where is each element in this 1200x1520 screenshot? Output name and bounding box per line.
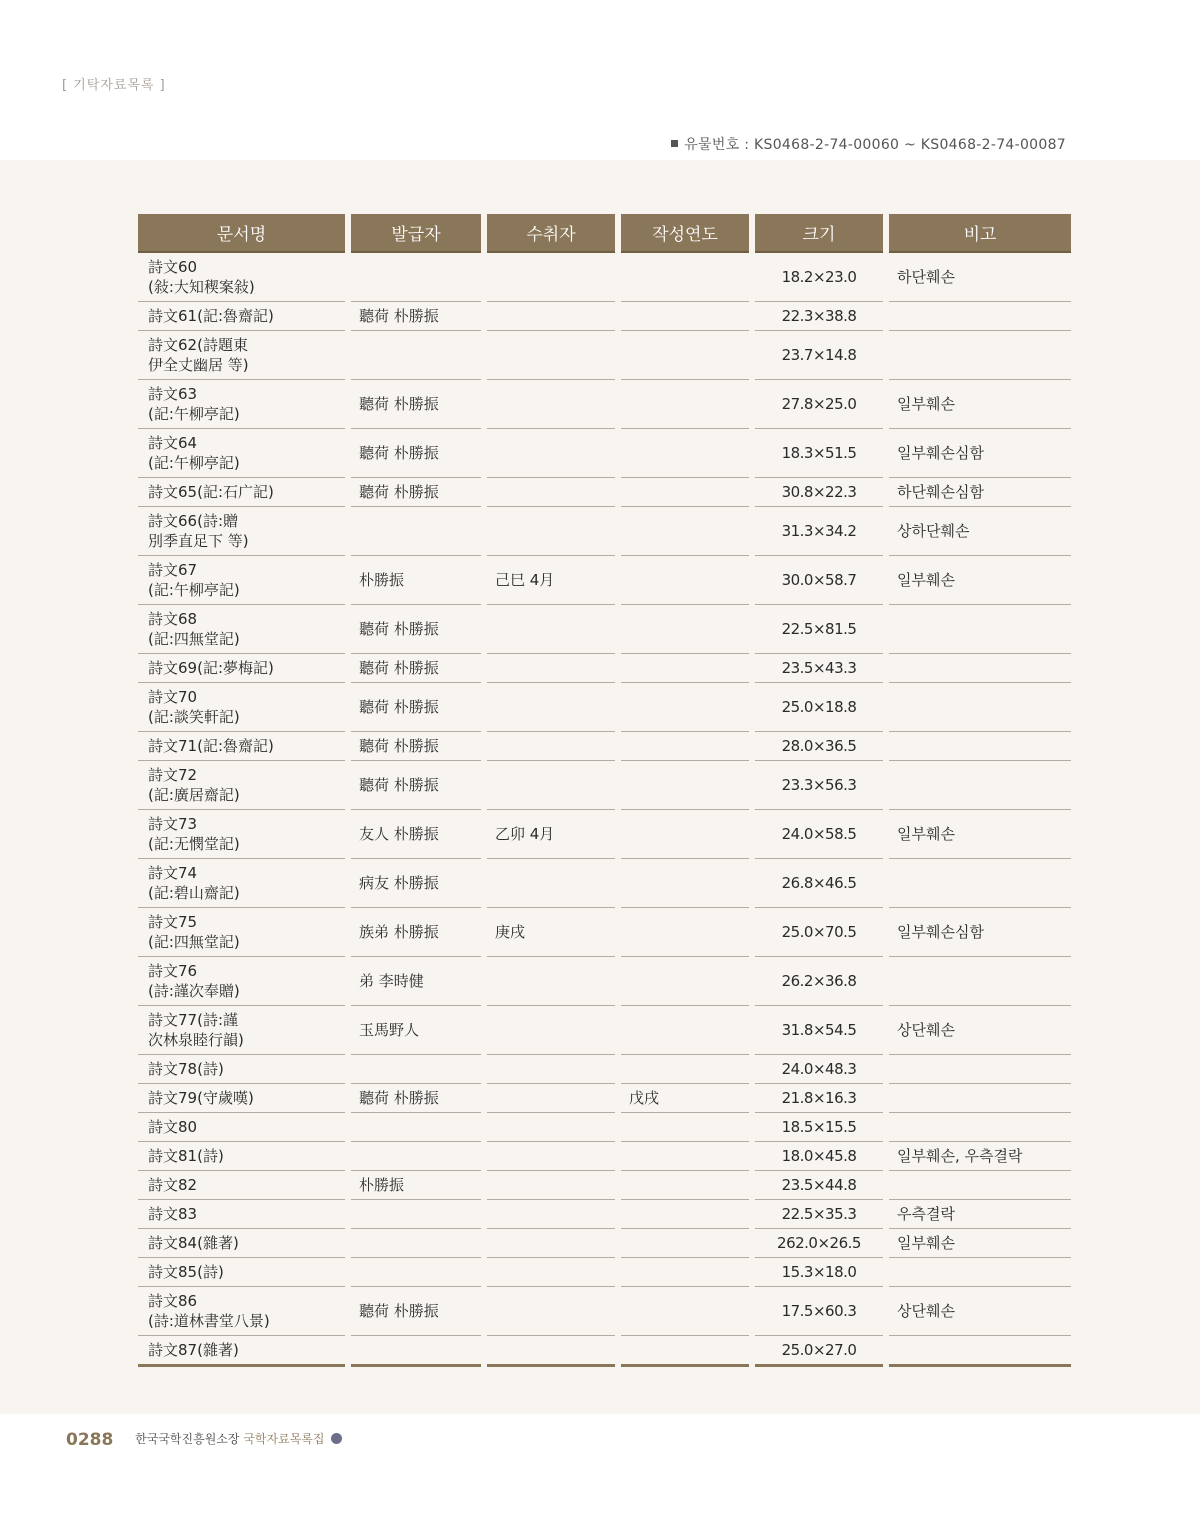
cell-title bbox=[138, 605, 345, 654]
cell-recipient bbox=[487, 507, 615, 556]
title-line: 詩文75 bbox=[148, 913, 198, 931]
cell-issuer bbox=[351, 507, 481, 556]
cell-year bbox=[621, 683, 749, 732]
title-line: (記:四無堂記) bbox=[148, 630, 240, 648]
cell-year bbox=[621, 380, 749, 429]
title-line: (記:四無堂記) bbox=[148, 933, 240, 951]
title-line: 別季直足下 等) bbox=[148, 532, 249, 550]
table-row bbox=[138, 859, 1071, 908]
table-row bbox=[138, 732, 1071, 761]
cell-size: 21.8×16.3 bbox=[755, 1084, 883, 1113]
page-footer bbox=[66, 1430, 342, 1450]
cell-recipient: 乙卯 4月 bbox=[487, 810, 615, 859]
cell-size: 18.3×51.5 bbox=[755, 429, 883, 478]
cell-size: 27.8×25.0 bbox=[755, 380, 883, 429]
cell-note: 일부훼손 bbox=[889, 810, 1071, 859]
table-header-row bbox=[138, 214, 1071, 253]
table-row bbox=[138, 556, 1071, 605]
cell-issuer bbox=[351, 253, 481, 302]
table-body bbox=[138, 253, 1071, 1367]
table-row bbox=[138, 761, 1071, 810]
cell-recipient bbox=[487, 1055, 615, 1084]
cell-recipient bbox=[487, 331, 615, 380]
title-line: (記:午柳亭記) bbox=[148, 454, 240, 472]
cell-year bbox=[621, 1006, 749, 1055]
cell-note: 우측결락 bbox=[889, 1200, 1071, 1229]
cell-title bbox=[138, 761, 345, 810]
cell-recipient bbox=[487, 1142, 615, 1171]
title-line: 詩文81(詩) bbox=[148, 1147, 224, 1165]
cell-year bbox=[621, 1200, 749, 1229]
table-row bbox=[138, 1258, 1071, 1287]
cell-title bbox=[138, 380, 345, 429]
table-row bbox=[138, 380, 1071, 429]
cell-title bbox=[138, 1171, 345, 1200]
cell-issuer: 聽荷 朴勝振 bbox=[351, 1287, 481, 1336]
publisher-text: 한국국학진흥원소장 bbox=[135, 1432, 240, 1446]
cell-size: 18.2×23.0 bbox=[755, 253, 883, 302]
cell-recipient bbox=[487, 302, 615, 331]
cell-title bbox=[138, 957, 345, 1006]
cell-title bbox=[138, 331, 345, 380]
cell-size: 24.0×58.5 bbox=[755, 810, 883, 859]
title-line: 詩文70 bbox=[148, 688, 198, 706]
cell-issuer: 聽荷 朴勝振 bbox=[351, 1084, 481, 1113]
title-line: 詩文66(詩:贈 bbox=[148, 512, 238, 530]
table-row bbox=[138, 253, 1071, 302]
col-header-size: 크기 bbox=[755, 214, 883, 253]
cell-recipient bbox=[487, 253, 615, 302]
cell-issuer: 朴勝振 bbox=[351, 556, 481, 605]
table-row bbox=[138, 302, 1071, 331]
title-line: 詩文76 bbox=[148, 962, 198, 980]
page-number: 0288 bbox=[66, 1430, 114, 1450]
title-line: 詩文60 bbox=[148, 258, 198, 276]
cell-note bbox=[889, 654, 1071, 683]
cell-issuer bbox=[351, 1258, 481, 1287]
cell-size: 22.3×38.8 bbox=[755, 302, 883, 331]
cell-year bbox=[621, 1258, 749, 1287]
cell-year bbox=[621, 761, 749, 810]
cell-note: 하단훼손 bbox=[889, 253, 1071, 302]
table-row bbox=[138, 1006, 1071, 1055]
cell-size: 18.0×45.8 bbox=[755, 1142, 883, 1171]
table-row bbox=[138, 810, 1071, 859]
cell-issuer: 聽荷 朴勝振 bbox=[351, 732, 481, 761]
cell-size: 30.0×58.7 bbox=[755, 556, 883, 605]
cell-note bbox=[889, 1084, 1071, 1113]
cell-issuer bbox=[351, 1200, 481, 1229]
title-line: 詩文61(記:魯齋記) bbox=[148, 307, 274, 325]
title-line: (記:午柳亭記) bbox=[148, 581, 240, 599]
cell-year bbox=[621, 654, 749, 683]
cell-title bbox=[138, 859, 345, 908]
table-row bbox=[138, 429, 1071, 478]
square-bullet-icon bbox=[671, 140, 678, 147]
title-line: 詩文71(記:魯齋記) bbox=[148, 737, 274, 755]
cell-year bbox=[621, 859, 749, 908]
title-line: 詩文84(雜著) bbox=[148, 1234, 239, 1252]
title-line: 詩文80 bbox=[148, 1118, 198, 1136]
cell-recipient bbox=[487, 429, 615, 478]
table-row bbox=[138, 1171, 1071, 1200]
cell-size: 23.5×43.3 bbox=[755, 654, 883, 683]
book-title: 국학자료목록집 bbox=[243, 1432, 325, 1446]
cell-title bbox=[138, 1336, 345, 1367]
section-label: [ 기탁자료목록 ] bbox=[62, 78, 166, 93]
cell-note bbox=[889, 957, 1071, 1006]
table-row bbox=[138, 1084, 1071, 1113]
title-line: 詩文87(雜著) bbox=[148, 1341, 239, 1359]
cell-year bbox=[621, 331, 749, 380]
cell-note bbox=[889, 732, 1071, 761]
cell-title bbox=[138, 1084, 345, 1113]
title-line: 詩文73 bbox=[148, 815, 198, 833]
cell-issuer bbox=[351, 1113, 481, 1142]
cell-recipient bbox=[487, 1258, 615, 1287]
cell-year bbox=[621, 429, 749, 478]
col-header-recipient: 수취자 bbox=[487, 214, 615, 253]
cell-recipient bbox=[487, 761, 615, 810]
cell-note bbox=[889, 1258, 1071, 1287]
cell-year bbox=[621, 908, 749, 957]
cell-note bbox=[889, 1171, 1071, 1200]
title-line: (記:碧山齋記) bbox=[148, 884, 240, 902]
cell-recipient bbox=[487, 1200, 615, 1229]
cell-note bbox=[889, 605, 1071, 654]
title-line: (記:无憫堂記) bbox=[148, 835, 240, 853]
title-line: 詩文69(記:夢梅記) bbox=[148, 659, 274, 677]
cell-note: 하단훼손심함 bbox=[889, 478, 1071, 507]
cell-recipient bbox=[487, 957, 615, 1006]
title-line: 詩文67 bbox=[148, 561, 198, 579]
title-line: 詩文62(詩題東 bbox=[148, 336, 248, 354]
cell-size: 24.0×48.3 bbox=[755, 1055, 883, 1084]
table-row bbox=[138, 957, 1071, 1006]
cell-title bbox=[138, 429, 345, 478]
cell-size: 262.0×26.5 bbox=[755, 1229, 883, 1258]
title-line: 詩文77(詩:謹 bbox=[148, 1011, 238, 1029]
cell-note: 상단훼손 bbox=[889, 1006, 1071, 1055]
cell-size: 25.0×18.8 bbox=[755, 683, 883, 732]
title-line: (記:談笑軒記) bbox=[148, 708, 240, 726]
title-line: 伊全丈幽居 等) bbox=[148, 356, 249, 374]
cell-note bbox=[889, 1055, 1071, 1084]
cell-year bbox=[621, 1171, 749, 1200]
table-row bbox=[138, 908, 1071, 957]
cell-note: 상단훼손 bbox=[889, 1287, 1071, 1336]
cell-year bbox=[621, 732, 749, 761]
cell-year bbox=[621, 1113, 749, 1142]
cell-issuer: 聽荷 朴勝振 bbox=[351, 761, 481, 810]
title-line: 詩文79(守歲嘆) bbox=[148, 1089, 254, 1107]
col-header-note: 비고 bbox=[889, 214, 1071, 253]
cell-title bbox=[138, 507, 345, 556]
cell-title bbox=[138, 1055, 345, 1084]
title-line: 詩文63 bbox=[148, 385, 198, 403]
cell-note bbox=[889, 859, 1071, 908]
cell-recipient bbox=[487, 1287, 615, 1336]
cell-issuer bbox=[351, 1142, 481, 1171]
cell-year bbox=[621, 478, 749, 507]
cell-note: 일부훼손 bbox=[889, 1229, 1071, 1258]
cell-year bbox=[621, 253, 749, 302]
cell-title bbox=[138, 302, 345, 331]
cell-note: 일부훼손 bbox=[889, 380, 1071, 429]
table-row bbox=[138, 683, 1071, 732]
cell-size: 22.5×81.5 bbox=[755, 605, 883, 654]
title-line: 詩文68 bbox=[148, 610, 198, 628]
title-line: 詩文74 bbox=[148, 864, 198, 882]
cell-issuer: 族弟 朴勝振 bbox=[351, 908, 481, 957]
title-line: (記:廣居齋記) bbox=[148, 786, 240, 804]
cell-note: 상하단훼손 bbox=[889, 507, 1071, 556]
table-row bbox=[138, 1287, 1071, 1336]
cell-title bbox=[138, 683, 345, 732]
cell-recipient: 庚戌 bbox=[487, 908, 615, 957]
cell-issuer: 聽荷 朴勝振 bbox=[351, 683, 481, 732]
cell-year bbox=[621, 1336, 749, 1367]
col-header-issuer: 발급자 bbox=[351, 214, 481, 253]
cell-title bbox=[138, 1113, 345, 1142]
cell-size: 23.3×56.3 bbox=[755, 761, 883, 810]
cell-issuer: 朴勝振 bbox=[351, 1171, 481, 1200]
cell-note bbox=[889, 331, 1071, 380]
title-line: 詩文86 bbox=[148, 1292, 198, 1310]
cell-issuer bbox=[351, 1055, 481, 1084]
col-header-year: 작성연도 bbox=[621, 214, 749, 253]
cell-title bbox=[138, 732, 345, 761]
cell-title bbox=[138, 1200, 345, 1229]
cell-issuer bbox=[351, 331, 481, 380]
cell-recipient bbox=[487, 654, 615, 683]
table-row bbox=[138, 507, 1071, 556]
cell-note: 일부훼손심함 bbox=[889, 908, 1071, 957]
cell-issuer: 弟 李時健 bbox=[351, 957, 481, 1006]
cell-issuer: 玉馬野人 bbox=[351, 1006, 481, 1055]
cell-title bbox=[138, 478, 345, 507]
cell-size: 30.8×22.3 bbox=[755, 478, 883, 507]
cell-size: 26.2×36.8 bbox=[755, 957, 883, 1006]
cell-title bbox=[138, 1142, 345, 1171]
cell-recipient bbox=[487, 1336, 615, 1367]
table-row bbox=[138, 331, 1071, 380]
title-line: (詩:謹次奉贈) bbox=[148, 982, 240, 1000]
title-line: (記:午柳亭記) bbox=[148, 405, 240, 423]
cell-title bbox=[138, 1006, 345, 1055]
title-line: 詩文82 bbox=[148, 1176, 198, 1194]
cell-year bbox=[621, 556, 749, 605]
table-row bbox=[138, 1336, 1071, 1367]
cell-note bbox=[889, 302, 1071, 331]
cell-recipient bbox=[487, 683, 615, 732]
title-line: (詩:道林書堂八景) bbox=[148, 1312, 270, 1330]
cell-size: 17.5×60.3 bbox=[755, 1287, 883, 1336]
cell-year bbox=[621, 957, 749, 1006]
cell-issuer: 友人 朴勝振 bbox=[351, 810, 481, 859]
cell-issuer: 病友 朴勝振 bbox=[351, 859, 481, 908]
cell-size: 22.5×35.3 bbox=[755, 1200, 883, 1229]
cell-recipient bbox=[487, 1171, 615, 1200]
cell-title bbox=[138, 810, 345, 859]
cell-year bbox=[621, 1229, 749, 1258]
cell-size: 23.7×14.8 bbox=[755, 331, 883, 380]
cell-size: 15.3×18.0 bbox=[755, 1258, 883, 1287]
cell-note bbox=[889, 761, 1071, 810]
cell-year bbox=[621, 1142, 749, 1171]
table-row bbox=[138, 1142, 1071, 1171]
cell-recipient bbox=[487, 1084, 615, 1113]
cell-size: 28.0×36.5 bbox=[755, 732, 883, 761]
title-line: 次林泉睦行韻) bbox=[148, 1031, 244, 1049]
cell-size: 25.0×70.5 bbox=[755, 908, 883, 957]
cell-title bbox=[138, 253, 345, 302]
title-line: 詩文85(詩) bbox=[148, 1263, 224, 1281]
cell-recipient bbox=[487, 478, 615, 507]
cell-title bbox=[138, 908, 345, 957]
cell-size: 31.3×34.2 bbox=[755, 507, 883, 556]
col-header-title: 문서명 bbox=[138, 214, 345, 253]
cell-title bbox=[138, 654, 345, 683]
title-line: 詩文72 bbox=[148, 766, 198, 784]
cell-issuer bbox=[351, 1229, 481, 1258]
cell-year bbox=[621, 810, 749, 859]
cell-size: 26.8×46.5 bbox=[755, 859, 883, 908]
cell-issuer: 聽荷 朴勝振 bbox=[351, 654, 481, 683]
table-row bbox=[138, 1200, 1071, 1229]
table-row bbox=[138, 605, 1071, 654]
table-row bbox=[138, 478, 1071, 507]
cell-recipient bbox=[487, 1113, 615, 1142]
cell-size: 23.5×44.8 bbox=[755, 1171, 883, 1200]
cell-year bbox=[621, 605, 749, 654]
circle-bullet-icon bbox=[331, 1433, 342, 1444]
cell-size: 25.0×27.0 bbox=[755, 1336, 883, 1367]
title-line: 詩文64 bbox=[148, 434, 198, 452]
cell-year bbox=[621, 1287, 749, 1336]
table-row bbox=[138, 1113, 1071, 1142]
cell-note: 일부훼손심함 bbox=[889, 429, 1071, 478]
title-line: 詩文83 bbox=[148, 1205, 198, 1223]
title-line: 詩文65(記:石广記) bbox=[148, 483, 274, 501]
title-line: 詩文78(詩) bbox=[148, 1060, 224, 1078]
cell-recipient bbox=[487, 1229, 615, 1258]
cell-title bbox=[138, 1287, 345, 1336]
cell-note: 일부훼손, 우측결락 bbox=[889, 1142, 1071, 1171]
cell-note bbox=[889, 683, 1071, 732]
cell-title bbox=[138, 1258, 345, 1287]
cell-size: 31.8×54.5 bbox=[755, 1006, 883, 1055]
cell-recipient bbox=[487, 859, 615, 908]
table-row bbox=[138, 1229, 1071, 1258]
cell-issuer: 聽荷 朴勝振 bbox=[351, 302, 481, 331]
cell-recipient bbox=[487, 1006, 615, 1055]
cell-note bbox=[889, 1336, 1071, 1367]
cell-title bbox=[138, 556, 345, 605]
cell-size: 18.5×15.5 bbox=[755, 1113, 883, 1142]
title-line: (敍:大知稧案敍) bbox=[148, 278, 255, 296]
table-row bbox=[138, 654, 1071, 683]
cell-recipient bbox=[487, 380, 615, 429]
table-row bbox=[138, 1055, 1071, 1084]
cell-recipient bbox=[487, 605, 615, 654]
item-range-text: 유물번호 : KS0468-2-74-00060 ~ KS0468-2-74-00087 bbox=[684, 137, 1066, 153]
cell-issuer: 聽荷 朴勝振 bbox=[351, 605, 481, 654]
cell-note: 일부훼손 bbox=[889, 556, 1071, 605]
cell-year bbox=[621, 302, 749, 331]
cell-title bbox=[138, 1229, 345, 1258]
cell-issuer bbox=[351, 1336, 481, 1367]
cell-year bbox=[621, 507, 749, 556]
cell-year bbox=[621, 1055, 749, 1084]
catalog-table bbox=[132, 214, 1077, 1367]
cell-year: 戊戌 bbox=[621, 1084, 749, 1113]
item-number-range bbox=[671, 134, 1066, 154]
cell-issuer: 聽荷 朴勝振 bbox=[351, 478, 481, 507]
cell-note bbox=[889, 1113, 1071, 1142]
cell-recipient: 己巳 4月 bbox=[487, 556, 615, 605]
cell-issuer: 聽荷 朴勝振 bbox=[351, 429, 481, 478]
cell-recipient bbox=[487, 732, 615, 761]
cell-issuer: 聽荷 朴勝振 bbox=[351, 380, 481, 429]
